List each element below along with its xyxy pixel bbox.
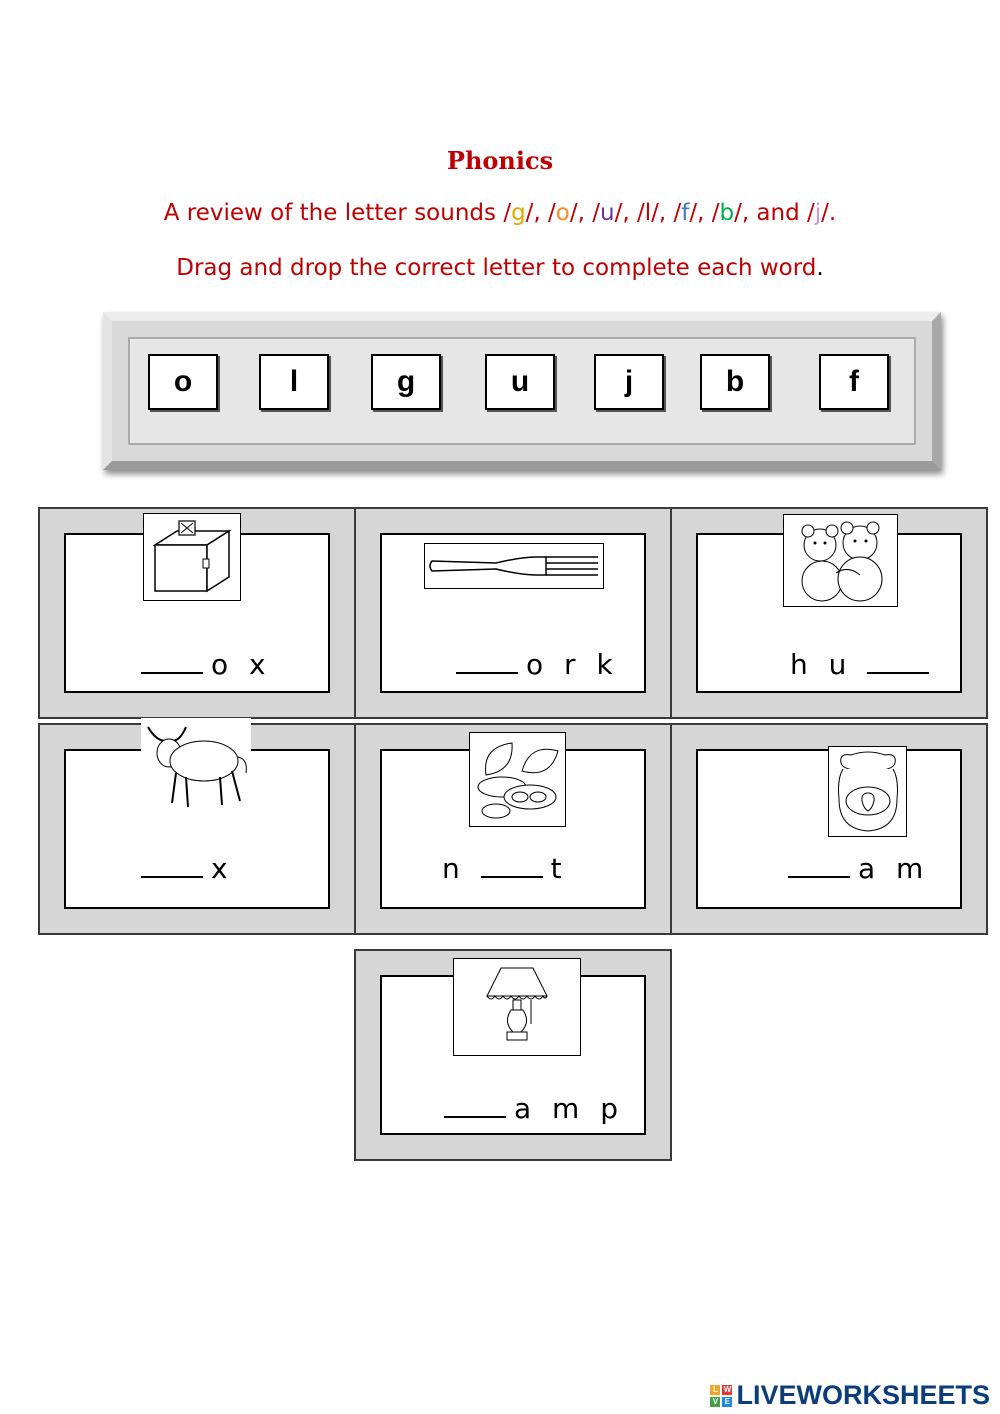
word-after: x	[211, 852, 234, 885]
letter-tile-l[interactable]: l	[259, 354, 329, 410]
word-after: a m p	[514, 1092, 625, 1125]
jam-jar-icon	[831, 749, 905, 835]
peanuts-picture	[469, 732, 566, 827]
answer-blank[interactable]	[481, 852, 543, 878]
ballot-box-picture	[143, 513, 241, 601]
page-title: Phonics	[446, 146, 554, 175]
word-prompt	[442, 852, 568, 885]
instruction-text	[0, 255, 1000, 281]
letter-sound-j: /j/	[807, 200, 829, 226]
letter-sound-u: /u/	[592, 200, 623, 226]
lamp-picture	[453, 958, 581, 1056]
lamp-icon	[457, 960, 577, 1054]
letter-tile-f[interactable]: f	[819, 354, 889, 410]
letter-sound-f: /f/	[673, 200, 698, 226]
fork-picture	[424, 543, 604, 589]
letter-sound-b: /b/	[711, 200, 742, 226]
letter-tile-b[interactable]: b	[700, 354, 770, 410]
liveworksheets-logo	[710, 1380, 990, 1411]
review-sentence	[0, 200, 1000, 226]
jam-jar-picture	[828, 746, 907, 837]
ox-icon	[142, 719, 250, 813]
instruction-body: Drag and drop the correct letter to complete each word	[176, 255, 817, 281]
answer-blank[interactable]	[788, 852, 850, 878]
letter-tile-o[interactable]: o	[148, 354, 218, 410]
word-prompt	[790, 648, 937, 681]
word-before: n	[442, 852, 466, 885]
ox-picture	[141, 718, 251, 814]
word-after: a m	[858, 852, 930, 885]
word-after: t	[550, 852, 568, 885]
brand-mark-icon: L W V E	[710, 1385, 732, 1407]
word-prompt	[456, 648, 619, 681]
word-prompt	[141, 852, 234, 885]
word-before: h u	[790, 648, 853, 681]
answer-blank[interactable]	[867, 648, 929, 674]
and-word: and	[749, 200, 808, 226]
answer-blank[interactable]	[456, 648, 518, 674]
answer-blank[interactable]	[141, 852, 203, 878]
word-card-fork	[354, 507, 672, 719]
letter-tile-u[interactable]: u	[485, 354, 555, 410]
ballot-box-icon	[147, 517, 237, 597]
letter-tile-j[interactable]: j	[594, 354, 664, 410]
word-prompt	[788, 852, 929, 885]
review-suffix: .	[828, 200, 837, 226]
letter-tile-g[interactable]: g	[371, 354, 441, 410]
peanuts-icon	[472, 735, 564, 825]
answer-blank[interactable]	[444, 1092, 506, 1118]
word-prompt	[444, 1092, 624, 1125]
instruction-period: .	[816, 255, 824, 281]
review-prefix: A review of the letter sounds	[163, 200, 504, 226]
teddy-bears-icon	[786, 517, 896, 605]
brand-name: LIVEWORKSHEETS	[736, 1380, 990, 1410]
word-after: o r k	[526, 648, 619, 681]
answer-blank[interactable]	[141, 648, 203, 674]
word-after: o x	[211, 648, 272, 681]
teddy-bears-hug-picture	[783, 514, 898, 607]
word-prompt	[141, 648, 272, 681]
letter-sound-g: /g/	[503, 200, 534, 226]
letter-sounds-list: /g/, /o/, /u/, /l/, /f/, /b/, and /j/	[503, 200, 829, 226]
fork-icon	[426, 545, 602, 587]
letter-sound-l: /l/	[636, 200, 659, 226]
letter-sound-o: /o/	[548, 200, 578, 226]
